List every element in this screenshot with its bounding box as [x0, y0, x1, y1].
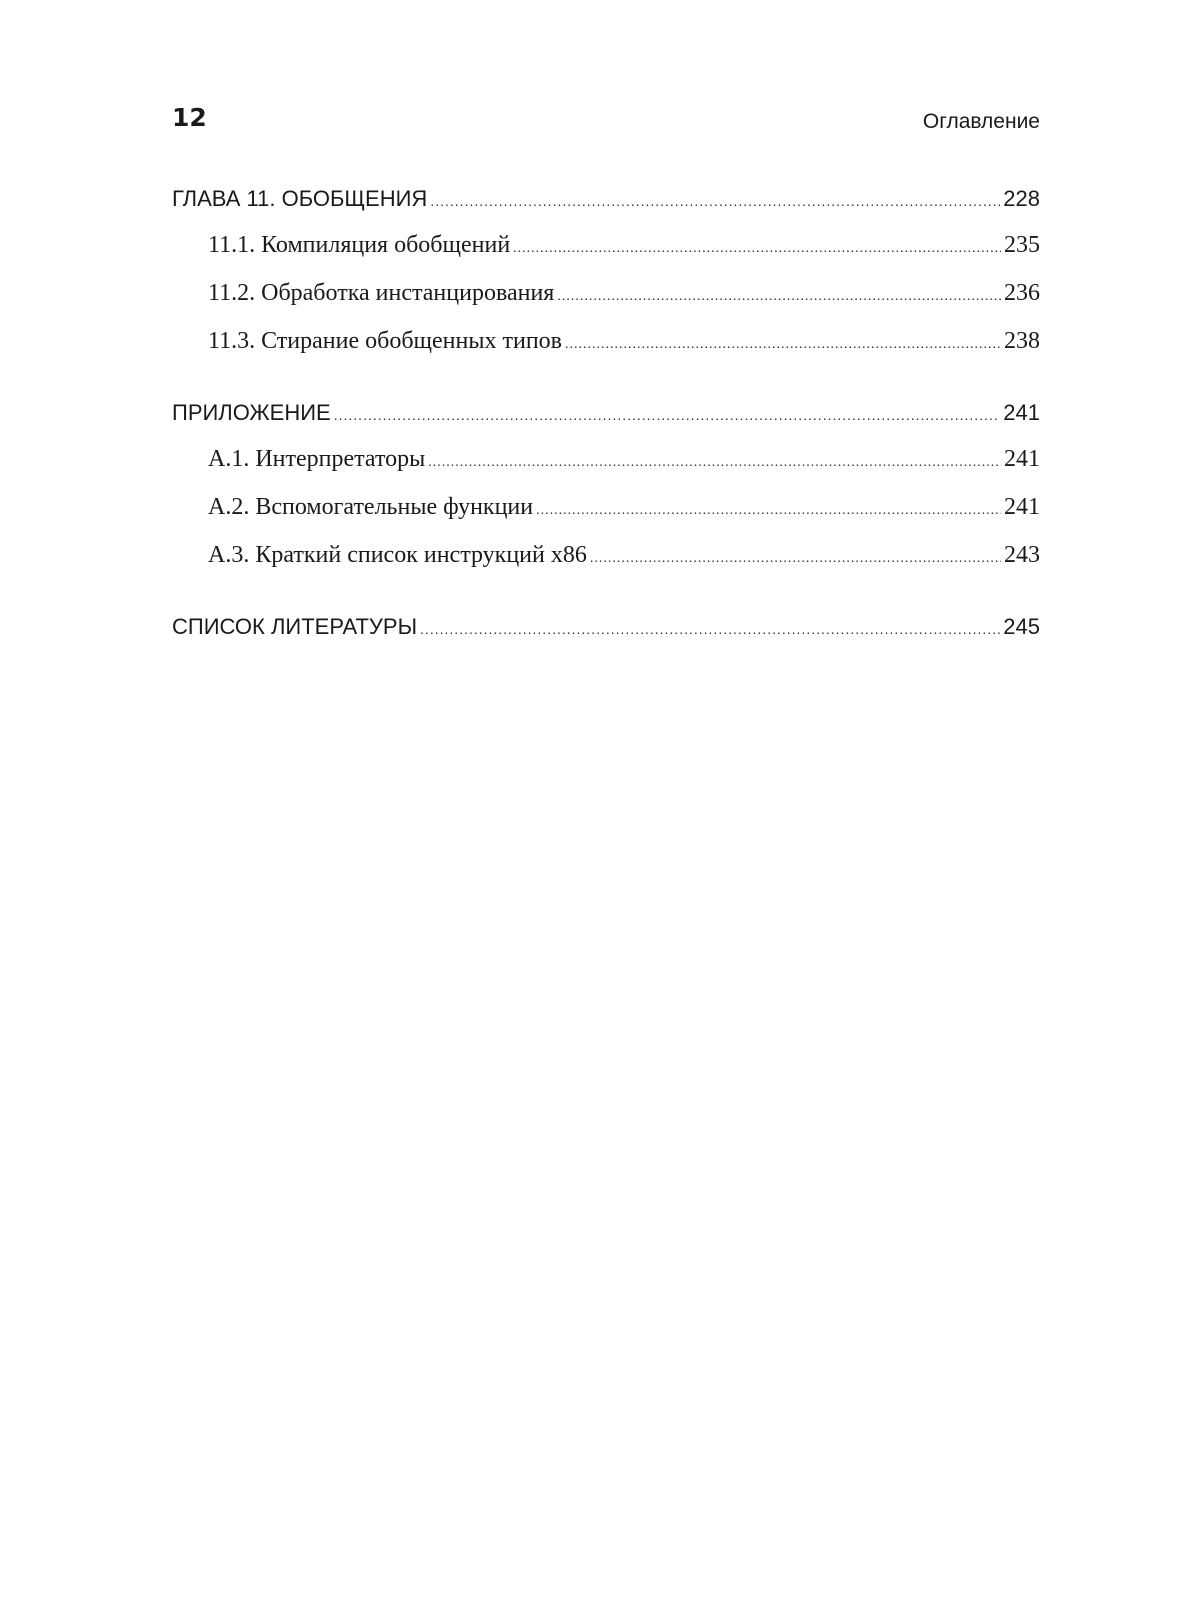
toc-entry-page: 243: [1001, 542, 1040, 569]
dot-leader: [565, 337, 1001, 353]
page-number: 12: [172, 103, 207, 132]
dot-leader: [557, 289, 1001, 305]
toc-entry-page: 238: [1001, 328, 1040, 355]
toc-entry-page: 241: [1000, 400, 1040, 426]
dot-leader: [513, 241, 1001, 257]
toc-entry-title: 11.3. Стирание обобщенных типов: [208, 328, 565, 355]
dot-leader: [590, 551, 1001, 567]
toc-section-entry[interactable]: [172, 232, 1040, 280]
toc-entry-title: А.3. Краткий список инструкций x86: [208, 542, 590, 569]
toc-entry-title: СПИСОК ЛИТЕРАТУРЫ: [172, 614, 420, 640]
toc-entry-page: 228: [1000, 186, 1040, 212]
toc-entry-title: А.1. Интерпретаторы: [208, 446, 428, 473]
toc-section-entry[interactable]: [172, 542, 1040, 590]
dot-leader: [536, 503, 1001, 519]
toc-entry-title: А.2. Вспомогательные функции: [208, 494, 536, 521]
toc-section-entry[interactable]: [172, 280, 1040, 328]
toc-section-entry[interactable]: [172, 328, 1040, 376]
toc-entry-title: ПРИЛОЖЕНИЕ: [172, 400, 334, 426]
toc-entry-title: ГЛАВА 11. ОБОБЩЕНИЯ: [172, 186, 430, 212]
dot-leader: [420, 621, 1000, 637]
toc-group-appendix: [172, 400, 1040, 590]
toc-section-entry[interactable]: [172, 494, 1040, 542]
toc-entry-title: 11.1. Компиляция обобщений: [208, 232, 513, 259]
running-head: Оглавление: [922, 110, 1040, 133]
toc-entry-title: 11.2. Обработка инстанцирования: [208, 280, 557, 307]
toc-group-bibliography: [172, 614, 1040, 660]
dot-leader: [334, 407, 1001, 423]
toc-entry-page: 236: [1001, 280, 1040, 307]
dot-leader: [428, 455, 1001, 471]
table-of-contents: [172, 186, 1040, 684]
toc-entry-page: 241: [1001, 446, 1040, 473]
toc-section-entry[interactable]: [172, 446, 1040, 494]
toc-chapter-entry[interactable]: [172, 186, 1040, 232]
toc-group-chapter-11: [172, 186, 1040, 376]
toc-chapter-entry[interactable]: [172, 614, 1040, 660]
toc-entry-page: 245: [1000, 614, 1040, 640]
toc-entry-page: 235: [1001, 232, 1040, 259]
toc-chapter-entry[interactable]: [172, 400, 1040, 446]
toc-entry-page: 241: [1001, 494, 1040, 521]
dot-leader: [430, 193, 1000, 209]
page-header: [172, 98, 1040, 138]
